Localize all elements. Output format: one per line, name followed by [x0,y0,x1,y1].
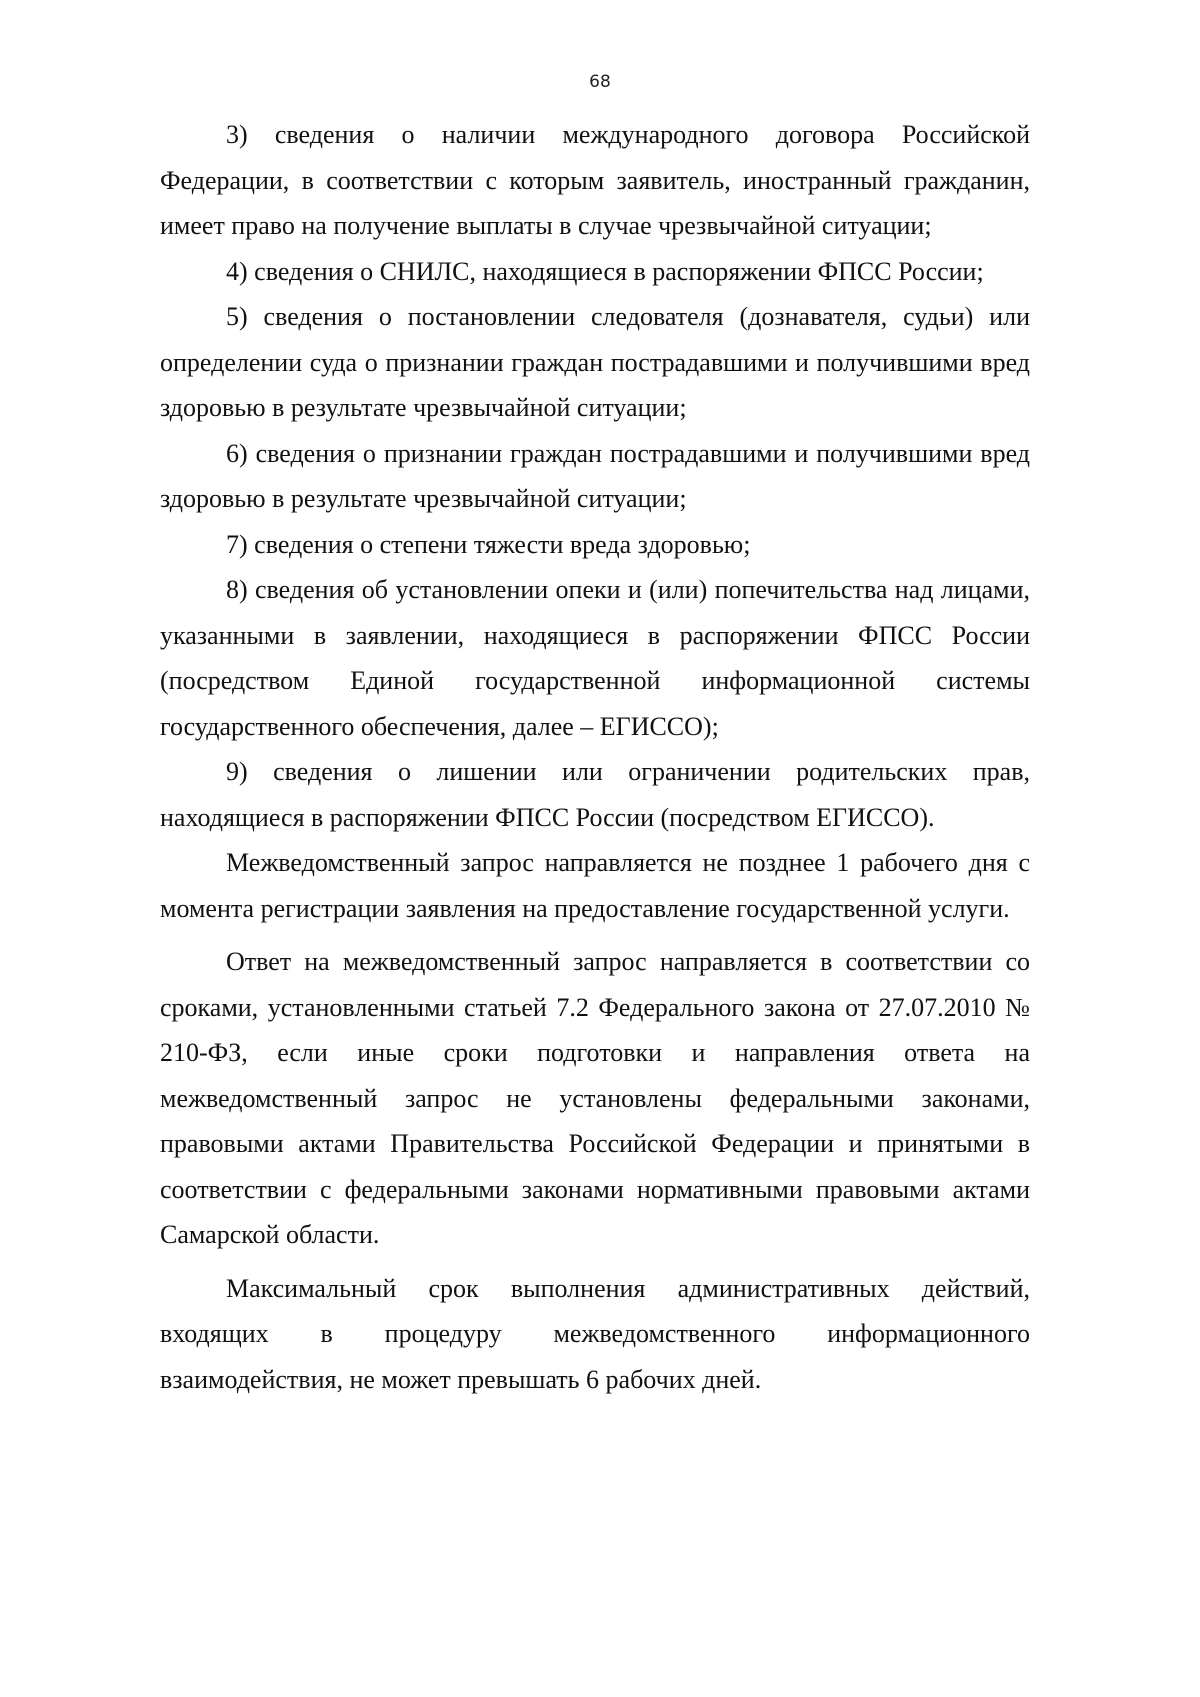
paragraph-item-8: 8) сведения об установлении опеки и (или) попечительства над лицами, указанными в заявлении, находящиеся в распоряжении ФПСС России (посредством Единой государственной информационной системы государственного обеспечения, далее – ЕГИССО); [160,575,1030,741]
paragraph-item-7: 7) сведения о степени тяжести вреда здоровью; [226,529,751,559]
paragraph-interagency-request-deadline: Межведомственный запрос направляется не позднее 1 рабочего дня с момента регистрации заявления на предоставление государственной услуги. [160,848,1030,923]
paragraph-item-3: 3) сведения о наличии международного договора Российской Федерации, в соответствии с которым заявитель, иностранный гражданин, имеет право на получение выплаты в случае чрезвычайной ситуации; [160,120,1030,240]
page-number: 68 [589,72,611,92]
document-body [160,112,1030,1402]
paragraph-response-terms: Ответ на межведомственный запрос направляется в соответствии со сроками, установленными статьей 7.2 Федерального закона от 27.07.2010 № 210-ФЗ, если иные сроки подготовки и направления ответа на межведомственный запрос не установлены федеральными законами, правовыми актами Правительства Российской Федерации и принятыми в соответствии с федеральными законами нормативными правовыми актами Самарской области. [160,947,1030,1249]
paragraph-item-9: 9) сведения о лишении или ограничении родительских прав, находящиеся в распоряжении ФПСС России (посредством ЕГИССО). [160,757,1030,832]
paragraph-item-4: 4) сведения о СНИЛС, находящиеся в распоряжении ФПСС России; [226,256,984,286]
paragraph-item-5: 5) сведения о постановлении следователя (дознавателя, судьи) или определении суда о признании граждан пострадавшими и получившими вред здоровью в результате чрезвычайной ситуации; [160,302,1030,422]
paragraph-maximum-term: Максимальный срок выполнения административных действий, входящих в процедуру межведомственного информационного взаимодействия, не может превышать 6 рабочих дней. [160,1273,1030,1394]
paragraph-item-6: 6) сведения о признании граждан пострадавшими и получившими вред здоровью в результате чрезвычайной ситуации; [160,438,1030,513]
